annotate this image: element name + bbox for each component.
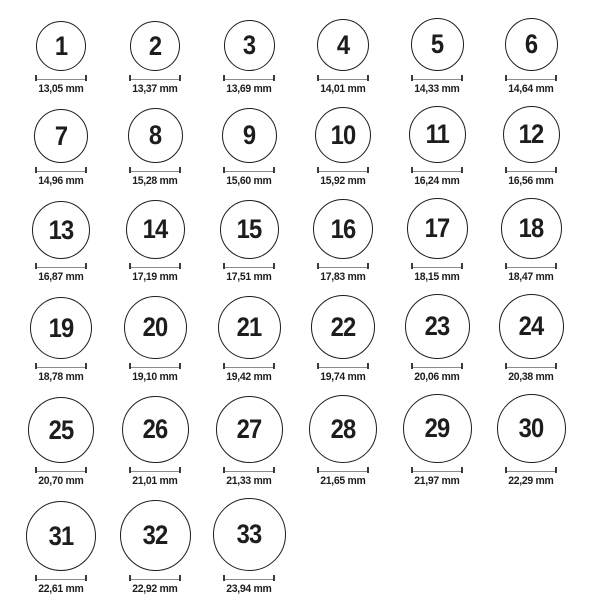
ring-size-number: 13 xyxy=(48,214,74,245)
ring-size-number: 20 xyxy=(142,312,168,342)
ring-cell xyxy=(108,108,202,188)
measure-line-bar xyxy=(131,471,179,473)
measure-line-bar xyxy=(413,367,461,369)
diameter-measure-line xyxy=(505,75,557,81)
ring-size-number: 22 xyxy=(330,311,356,342)
ring-circle xyxy=(409,106,466,163)
measure-line-bar xyxy=(507,267,555,269)
ring-cell xyxy=(484,106,578,188)
diameter-measure-line xyxy=(129,167,181,173)
ring-size-number: 11 xyxy=(425,119,449,149)
diameter-label: 19,10 mm xyxy=(132,371,178,383)
diameter-label: 17,51 mm xyxy=(226,271,272,283)
diameter-label: 23,94 mm xyxy=(226,583,272,595)
ring-circle xyxy=(503,106,560,163)
diameter-label: 21,33 mm xyxy=(226,475,272,487)
ring-cell xyxy=(202,20,296,96)
ring-cell xyxy=(14,109,108,188)
ring-size-number: 24 xyxy=(518,311,544,341)
ring-circle xyxy=(224,20,275,71)
measure-line-bar xyxy=(131,579,179,581)
ring-circle xyxy=(411,18,464,71)
ring-circle xyxy=(313,199,373,259)
ring-circle xyxy=(30,297,92,359)
diameter-label: 20,70 mm xyxy=(38,475,84,487)
ring-size-number: 28 xyxy=(330,413,356,444)
ring-circle xyxy=(26,501,96,571)
ring-cell xyxy=(202,108,296,188)
diameter-measure-line xyxy=(129,363,181,369)
diameter-measure-line xyxy=(411,263,463,269)
ring-circle xyxy=(28,397,94,463)
measure-line-bar xyxy=(319,79,367,81)
ring-circle xyxy=(499,294,564,359)
diameter-label: 15,60 mm xyxy=(226,175,272,187)
ring-circle xyxy=(317,19,369,71)
diameter-measure-line xyxy=(129,575,181,581)
ring-cell xyxy=(484,18,578,96)
measure-line-bar xyxy=(319,171,367,173)
diameter-label: 13,69 mm xyxy=(226,83,272,95)
ring-circle xyxy=(311,295,375,359)
ring-circle xyxy=(407,198,468,259)
measure-line-bar xyxy=(37,471,85,473)
diameter-label: 14,01 mm xyxy=(320,83,366,95)
ring-cell xyxy=(390,394,484,488)
ring-circle xyxy=(130,21,180,71)
ring-cell xyxy=(484,394,578,488)
measure-line-bar xyxy=(413,79,461,81)
ring-cell xyxy=(108,21,202,96)
diameter-measure-line xyxy=(35,363,87,369)
diameter-label: 14,64 mm xyxy=(508,83,554,95)
ring-circle xyxy=(34,109,88,163)
ring-cell xyxy=(202,396,296,488)
ring-size-number: 1 xyxy=(54,30,68,61)
ring-circle xyxy=(216,396,283,463)
measure-line-bar xyxy=(225,579,273,581)
ring-size-number: 2 xyxy=(148,30,162,61)
ring-cell xyxy=(484,198,578,284)
ring-row xyxy=(14,106,600,188)
diameter-measure-line xyxy=(223,575,275,581)
diameter-label: 15,28 mm xyxy=(132,175,178,187)
ring-circle xyxy=(403,394,472,463)
measure-line-bar xyxy=(413,471,461,473)
diameter-label: 21,65 mm xyxy=(320,475,366,487)
measure-line-bar xyxy=(225,471,273,473)
ring-size-number: 16 xyxy=(330,213,356,244)
ring-size-number: 21 xyxy=(236,312,262,342)
ring-size-number: 18 xyxy=(518,213,544,243)
diameter-label: 14,96 mm xyxy=(38,175,84,187)
measure-line-bar xyxy=(319,471,367,473)
diameter-label: 15,92 mm xyxy=(320,175,366,187)
diameter-measure-line xyxy=(35,75,87,81)
diameter-label: 18,15 mm xyxy=(414,271,460,283)
ring-circle xyxy=(222,108,277,163)
measure-line-bar xyxy=(37,579,85,581)
diameter-measure-line xyxy=(317,467,369,473)
ring-circle xyxy=(120,500,191,571)
diameter-label: 22,29 mm xyxy=(508,475,554,487)
diameter-label: 22,92 mm xyxy=(132,583,178,595)
diameter-measure-line xyxy=(505,363,557,369)
ring-size-number: 27 xyxy=(236,414,262,444)
ring-size-number: 7 xyxy=(54,120,68,151)
ring-circle xyxy=(213,498,286,571)
ring-cell xyxy=(108,396,202,488)
measure-line-bar xyxy=(413,267,461,269)
ring-circle xyxy=(505,18,558,71)
diameter-measure-line xyxy=(505,167,557,173)
ring-size-number: 6 xyxy=(524,29,538,59)
ring-circle xyxy=(218,296,281,359)
ring-size-number: 10 xyxy=(330,119,356,150)
ring-cell xyxy=(202,200,296,284)
ring-cell xyxy=(390,294,484,384)
diameter-label: 16,24 mm xyxy=(414,175,460,187)
diameter-measure-line xyxy=(317,363,369,369)
measure-line-bar xyxy=(225,267,273,269)
ring-circle xyxy=(309,395,377,463)
diameter-label: 13,37 mm xyxy=(132,83,178,95)
diameter-label: 20,38 mm xyxy=(508,371,554,383)
diameter-measure-line xyxy=(35,467,87,473)
diameter-label: 18,47 mm xyxy=(508,271,554,283)
diameter-measure-line xyxy=(129,75,181,81)
diameter-measure-line xyxy=(411,467,463,473)
ring-size-number: 29 xyxy=(424,413,450,443)
ring-size-number: 33 xyxy=(236,519,262,549)
diameter-measure-line xyxy=(35,263,87,269)
ring-size-number: 15 xyxy=(236,214,262,244)
measure-line-bar xyxy=(37,171,85,173)
diameter-measure-line xyxy=(129,263,181,269)
ring-cell xyxy=(14,201,108,284)
ring-cell xyxy=(390,106,484,188)
measure-line-bar xyxy=(507,171,555,173)
diameter-measure-line xyxy=(317,75,369,81)
diameter-measure-line xyxy=(223,467,275,473)
ring-cell xyxy=(14,297,108,384)
diameter-label: 13,05 mm xyxy=(38,83,84,95)
ring-circle xyxy=(126,200,185,259)
measure-line-bar xyxy=(131,171,179,173)
measure-line-bar xyxy=(507,367,555,369)
ring-size-number: 32 xyxy=(142,520,168,550)
measure-line-bar xyxy=(507,471,555,473)
ring-size-number: 4 xyxy=(336,29,350,60)
ring-row xyxy=(14,294,600,384)
ring-circle xyxy=(32,201,90,259)
ring-circle xyxy=(220,200,279,259)
diameter-measure-line xyxy=(411,363,463,369)
ring-size-number: 12 xyxy=(518,119,544,149)
measure-line-bar xyxy=(131,267,179,269)
diameter-label: 21,01 mm xyxy=(132,475,178,487)
ring-cell xyxy=(108,296,202,384)
measure-line-bar xyxy=(37,79,85,81)
ring-cell xyxy=(484,294,578,384)
ring-size-number: 17 xyxy=(424,213,450,243)
measure-line-bar xyxy=(225,171,273,173)
diameter-label: 18,78 mm xyxy=(38,371,84,383)
ring-size-number: 25 xyxy=(48,414,74,445)
ring-circle xyxy=(124,296,187,359)
diameter-measure-line xyxy=(411,167,463,173)
ring-cell xyxy=(14,21,108,96)
ring-cell xyxy=(202,498,296,596)
diameter-measure-line xyxy=(129,467,181,473)
diameter-measure-line xyxy=(317,167,369,173)
diameter-measure-line xyxy=(317,263,369,269)
diameter-measure-line xyxy=(35,167,87,173)
ring-cell xyxy=(14,501,108,596)
measure-line-bar xyxy=(507,79,555,81)
ring-row xyxy=(14,198,600,284)
measure-line-bar xyxy=(413,171,461,173)
ring-size-number: 9 xyxy=(242,120,256,150)
measure-line-bar xyxy=(131,79,179,81)
ring-cell xyxy=(296,19,390,96)
diameter-label: 20,06 mm xyxy=(414,371,460,383)
measure-line-bar xyxy=(319,267,367,269)
measure-line-bar xyxy=(319,367,367,369)
ring-size-number: 31 xyxy=(48,520,74,551)
diameter-label: 14,33 mm xyxy=(414,83,460,95)
diameter-label: 17,19 mm xyxy=(132,271,178,283)
ring-size-number: 19 xyxy=(48,312,74,343)
ring-cell xyxy=(296,107,390,188)
diameter-label: 19,42 mm xyxy=(226,371,272,383)
ring-size-number: 30 xyxy=(518,413,544,443)
ring-circle xyxy=(122,396,189,463)
ring-cell xyxy=(296,395,390,488)
ring-row xyxy=(14,498,600,596)
diameter-measure-line xyxy=(223,263,275,269)
ring-cell xyxy=(390,18,484,96)
diameter-label: 16,87 mm xyxy=(38,271,84,283)
ring-cell xyxy=(108,200,202,284)
diameter-measure-line xyxy=(411,75,463,81)
diameter-measure-line xyxy=(223,363,275,369)
measure-line-bar xyxy=(131,367,179,369)
ring-circle xyxy=(128,108,183,163)
ring-size-number: 23 xyxy=(424,311,450,341)
diameter-measure-line xyxy=(505,467,557,473)
measure-line-bar xyxy=(37,267,85,269)
diameter-label: 21,97 mm xyxy=(414,475,460,487)
diameter-label: 19,74 mm xyxy=(320,371,366,383)
ring-cell xyxy=(108,500,202,596)
measure-line-bar xyxy=(37,367,85,369)
diameter-measure-line xyxy=(223,167,275,173)
diameter-measure-line xyxy=(505,263,557,269)
measure-line-bar xyxy=(225,79,273,81)
ring-cell xyxy=(202,296,296,384)
measure-line-bar xyxy=(225,367,273,369)
ring-cell xyxy=(296,199,390,284)
ring-circle xyxy=(405,294,470,359)
ring-size-number: 3 xyxy=(242,30,256,60)
ring-cell xyxy=(296,295,390,384)
ring-size-number: 26 xyxy=(142,414,168,444)
ring-cell xyxy=(390,198,484,284)
ring-circle xyxy=(36,21,86,71)
ring-size-number: 8 xyxy=(148,120,162,150)
ring-circle xyxy=(501,198,562,259)
ring-circle xyxy=(497,394,566,463)
ring-size-number: 14 xyxy=(142,214,168,244)
diameter-label: 16,56 mm xyxy=(508,175,554,187)
ring-row xyxy=(14,18,600,96)
diameter-measure-line xyxy=(35,575,87,581)
ring-cell xyxy=(14,397,108,488)
diameter-measure-line xyxy=(223,75,275,81)
ring-size-number: 5 xyxy=(430,29,444,59)
diameter-label: 17,83 mm xyxy=(320,271,366,283)
ring-circle xyxy=(315,107,371,163)
diameter-label: 22,61 mm xyxy=(38,583,84,595)
ring-row xyxy=(14,394,600,488)
